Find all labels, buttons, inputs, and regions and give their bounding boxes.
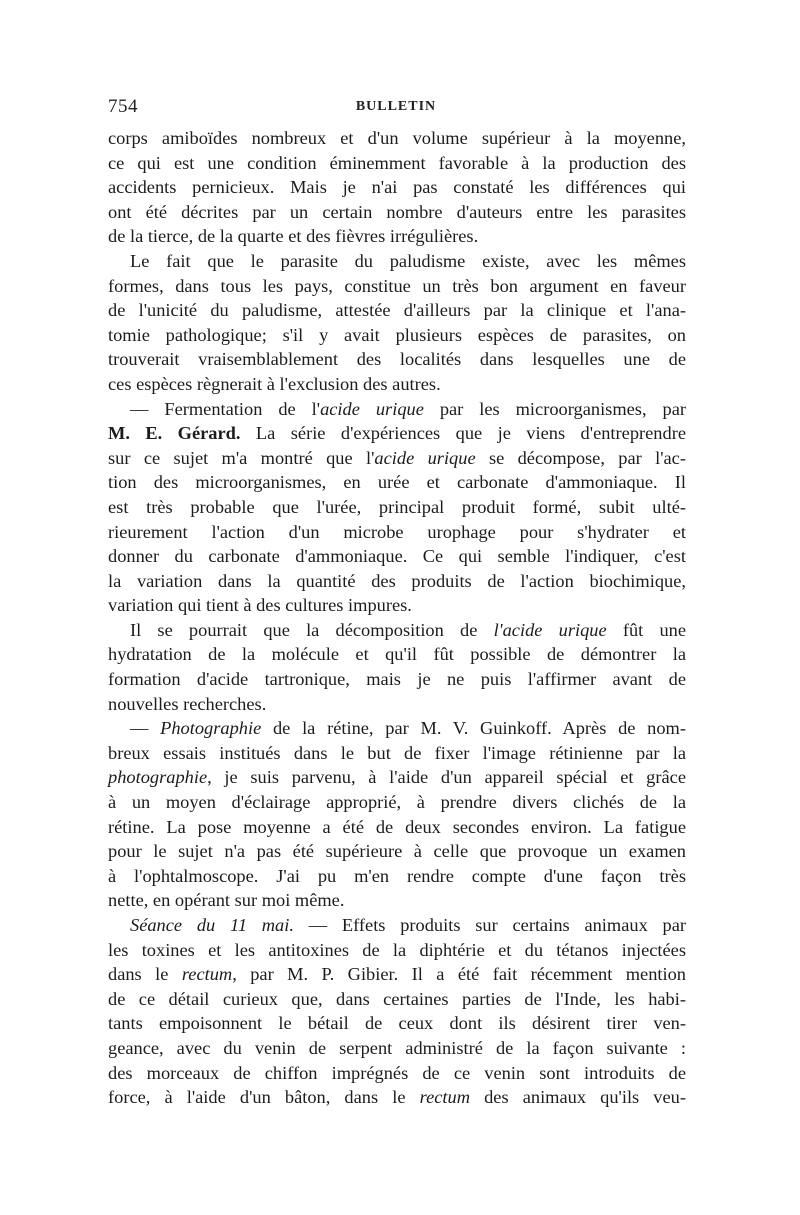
text-line bbox=[108, 397, 686, 422]
text-line: de ce détail curieux que, dans certaines parties de l'Inde, les habi- bbox=[108, 988, 686, 1009]
text-run: Il se pourrait que la décomposition de bbox=[130, 619, 494, 640]
text-line bbox=[108, 716, 686, 741]
text-line bbox=[108, 1085, 686, 1110]
text-run: sur ce sujet m'a montré que l' bbox=[108, 447, 375, 468]
italic-term: l'acide urique bbox=[493, 619, 607, 640]
author-name: M. E. Gérard. bbox=[108, 423, 241, 444]
text-line: nette, en opérant sur moi même. bbox=[108, 890, 345, 911]
page-header bbox=[108, 96, 684, 124]
text-line: donner du carbonate d'ammoniaque. Ce qui semble l'indiquer, c'est bbox=[108, 546, 686, 567]
text-line: de l'unicité du paludisme, attestée d'ailleurs par la clinique et l'ana- bbox=[108, 300, 686, 321]
text-line: formation d'acide tartronique, mais je ne puis l'affirmer avant de bbox=[108, 669, 686, 690]
text-line: les toxines et les antitoxines de la diphtérie et du tétanos injectées bbox=[108, 939, 686, 960]
italic-term: photographie bbox=[108, 767, 208, 788]
text-line: des morceaux de chiffon imprégnés de ce venin sont introduits de bbox=[108, 1062, 686, 1083]
text-line bbox=[108, 765, 686, 790]
session-heading: Séance du 11 mai. bbox=[130, 915, 294, 935]
text-line: pour le sujet n'a pas été supérieure à celle que provoque un examen bbox=[108, 841, 686, 862]
text-run: — Fermentation de l' bbox=[130, 398, 321, 419]
text-line: la variation dans la quantité des produits de l'action biochimique, bbox=[108, 570, 686, 591]
page-number: 754 bbox=[108, 96, 138, 117]
paragraph-fermentation bbox=[108, 397, 686, 618]
paragraph-photographie bbox=[108, 716, 686, 913]
paragraph-seance bbox=[108, 913, 686, 1110]
text-line: ce qui est une condition éminemment favorable à la production des bbox=[108, 152, 686, 173]
text-run: de la rétine, par M. V. Guinkoff. Après de nom- bbox=[261, 718, 686, 739]
italic-term: rectum bbox=[181, 964, 233, 985]
text-line: rieurement l'action d'un microbe urophage pour s'hydrater et bbox=[108, 521, 686, 542]
text-run: se décompose, par l'ac- bbox=[475, 447, 686, 468]
text-line: tants empoisonnent le bétail de ceux dont ils désirent tirer ven- bbox=[108, 1013, 686, 1034]
text-line: hydratation de la molécule et qu'il fût possible de démontrer la bbox=[108, 644, 686, 665]
italic-term: acide urique bbox=[374, 447, 476, 468]
text-line: variation qui tient à des cultures impures. bbox=[108, 595, 412, 616]
text-line: est très probable que l'urée, principal produit formé, subit ulté- bbox=[108, 496, 686, 517]
text-run: — bbox=[130, 718, 161, 739]
text-line: à un moyen d'éclairage approprié, à prendre divers clichés de la bbox=[108, 792, 686, 813]
italic-term: Photographie bbox=[160, 718, 262, 739]
text-line: rétine. La pose moyenne a été de deux secondes environ. La fatigue bbox=[108, 816, 686, 837]
text-line: de la tierce, de la quarte et des fièvres irrégulières. bbox=[108, 226, 479, 247]
text-line bbox=[108, 913, 686, 938]
text-line: geance, avec du venin de serpent administré de la façon suivante : bbox=[108, 1037, 686, 1058]
text-run: par les microorganismes, par bbox=[423, 398, 686, 419]
text-run: des animaux qu'ils veu- bbox=[470, 1087, 686, 1108]
text-line bbox=[108, 446, 686, 471]
text-line: tomie pathologique; s'il y avait plusieurs espèces de parasites, on bbox=[108, 324, 686, 345]
text-line: à l'ophtalmoscope. J'ai pu m'en rendre compte d'une façon très bbox=[108, 865, 686, 886]
text-line bbox=[108, 421, 686, 446]
paragraph bbox=[108, 126, 686, 249]
text-run: La série d'expériences que je viens d'entreprendre bbox=[240, 423, 686, 444]
italic-term: acide urique bbox=[320, 398, 424, 419]
text-run: fût une bbox=[606, 619, 686, 640]
paragraph bbox=[108, 249, 686, 397]
italic-term: rectum bbox=[419, 1087, 470, 1108]
body-text bbox=[108, 126, 686, 1110]
text-line: ont été décrites par un certain nombre d'auteurs entre les parasites bbox=[108, 201, 686, 222]
text-line: tion des microorganismes, en urée et carbonate d'ammoniaque. Il bbox=[108, 472, 686, 493]
text-line: corps amiboïdes nombreux et d'un volume supérieur à la moyenne, bbox=[108, 128, 686, 148]
text-run: dans le bbox=[108, 964, 182, 985]
text-line: Le fait que le parasite du paludisme existe, avec les mêmes bbox=[130, 250, 686, 271]
text-run: — Effets produits sur certains animaux par bbox=[293, 915, 687, 935]
text-line bbox=[108, 618, 686, 643]
text-line bbox=[108, 962, 686, 987]
text-line: ces espèces règnerait à l'exclusion des autres. bbox=[108, 373, 441, 394]
text-line: breux essais institués dans le but de fixer l'image rétinienne par la bbox=[108, 742, 686, 763]
text-run: , je suis parvenu, à l'aide d'un appareil spécial et grâce bbox=[207, 767, 686, 788]
text-line: formes, dans tous les pays, constitue un très bon argument en faveur bbox=[108, 275, 686, 296]
text-run: , par M. P. Gibier. Il a été fait récemment mention bbox=[232, 964, 686, 985]
text-line: trouverait vraisemblablement des localités dans lesquelles une de bbox=[108, 349, 686, 370]
running-title: BULLETIN bbox=[355, 99, 437, 114]
text-line: nouvelles recherches. bbox=[108, 693, 267, 714]
paragraph bbox=[108, 618, 686, 716]
text-line: accidents pernicieux. Mais je n'ai pas constaté les différences qui bbox=[108, 177, 686, 198]
text-run: force, à l'aide d'un bâton, dans le bbox=[108, 1087, 420, 1108]
